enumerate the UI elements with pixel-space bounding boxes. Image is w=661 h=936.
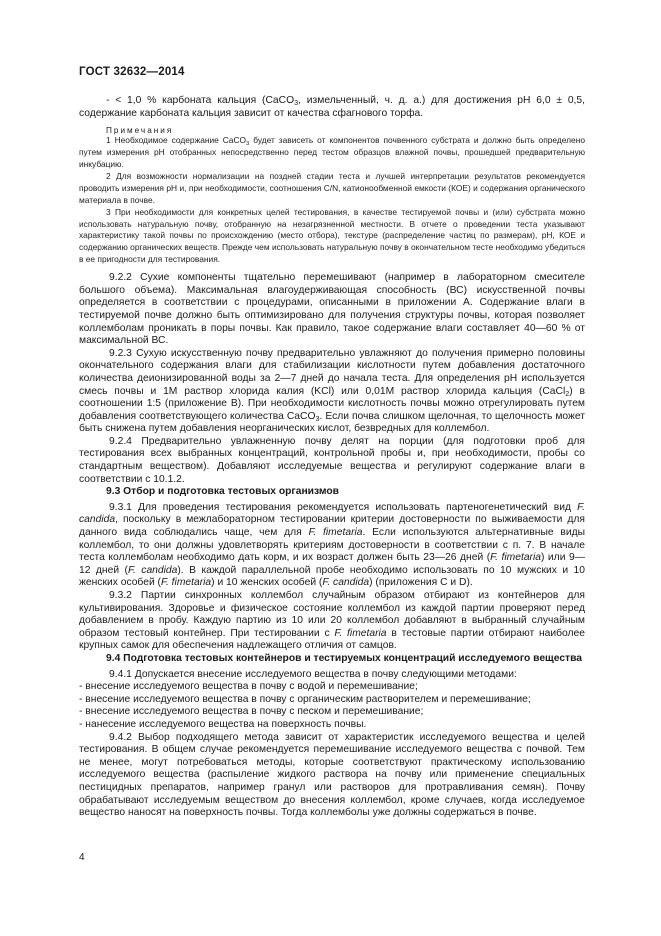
list-item: - внесение исследуемого вещества в почву с органическим растворителем и перемешивание;	[79, 693, 531, 705]
paragraph-9-2-3: 9.2.3 Сухую искусственную почву предварительно увлажняют до получения примерно половины окончательного содержания влаги для стабилизации кислотности путем добавления достаточного количества деионизированной воды за 2—7 дней до начала теста. Для определения pH используется смесь почвы и 1M раствор хлорида калия (KCl) или 0,01M раствор хлорида кальция (CaCl$_2$) в соотношении 1:5 (приложение В). При необходимости кислотность почвы можно отрегулировать путем добавления соответствующего количества CaCO$_3$. Если почва слишком щелочная, то щелочность может быть снижена путем добавления неорганических кислот, безвредных для коллембол.	[79, 347, 585, 435]
paragraph-9-2-4: 9.2.4 Предварительно увлажненную почву делят на порции (для подготовки проб для тестирования всех выбранных концентраций, контрольной пробы и, при необходимости, пробы со стандартным веществом). Добавляют исследуемые вещества и регулируют содержание влаги в соответствии с 10.1.2.	[79, 435, 585, 485]
paragraph-9-4-2: 9.4.2 Выбор подходящего метода зависит от характеристик исследуемого вещества и целей тестирования. В общем случае рекомендуется перемешивание исследуемого вещества с почвой. Тем не менее, могут потребоваться методы, которые соответствуют практическому использованию исследуемого вещества (распыление жидкого раствора на почву или применение специальных пестицидных препаратов, например гранул или растворов для протравливания семян). Почву обрабатывают исследуемым веществом до внесения коллембол, кроме случаев, когда исследуемое вещество наносят на поверхность почвы. Тогда коллемболы уже должны содержаться в почве.	[79, 731, 585, 819]
list-item: - внесение исследуемого вещества в почву с водой и перемешивание;	[79, 681, 418, 693]
note-3: 3 При необходимости для конкретных целей тестирования, в качестве тестируемой почвы и (или) субстрата можно использовать натуральную почву, отобранную на незагрязненной местности. В отчете о проведении теста указывают характеристику такой почвы по происхождению (место отбора), текстуре (распределение частиц по размерам), pH, КОЕ и содержанию органических веществ. Прежде чем использовать натуральную почву в окончательном тесте необходимо убедиться в ее пригодности для тестирования.	[79, 206, 585, 265]
paragraph-9-3-1: 9.3.1 Для проведения тестирования рекомендуется использовать партеногенетический вид F. candida, поскольку в межлабораторном тестировании критерии достоверности по выживаемости для данного вида соблюдались чаще, чем для F. fimetaria. Если используются альтернативные виды коллембол, то они должны удовлетворять критериям достоверности в соответствии с п. 7. В начале теста коллемболам необходимо дать корм, и их возраст должен быть 23—26 дней (F. fimetaria) или 9—12 дней (F. candida). В каждой параллельной пробе необходимо использовать по 10 мужских и 10 женских особей (F. fimetaria) и 10 женских особей (F. candida) (приложения С и D).	[79, 501, 585, 589]
note-1: 1 Необходимое содержание CaCO$_3$ будет зависеть от компонентов почвенного субстрата и должно быть определено путем измерения pH отобранных непосредственно перед тестом образцов влажной почвы, прошедшей предварительную инкубацию.	[79, 135, 585, 169]
calcium-carbonate-paragraph: - < 1,0 % карбоната кальция (CaCO$_3$, измельченный, ч. д. а.) для достижения pH 6,0 ± 0,5, содержание карбоната кальция зависит от качества сфагнового торфа.	[79, 95, 585, 119]
section-heading-9-4: 9.4 Подготовка тестовых контейнеров и тестируемых концентраций исследуемого вещества	[106, 652, 583, 664]
paragraph-9-2-2: 9.2.2 Сухие компоненты тщательно перемешивают (например в лабораторном смесителе большого объема). Максимальная влагоудерживающая способность (ВС) искусственной почвы определяется в соответствии с процедурами, описанными в приложении А. Содержание влаги в тестируемой почве должно быть оптимизировано для получения структуры почвы, которая позволяет коллемболам проникать в поры почвы. Как правило, такое содержание влаги составляет 40—60 % от максимальной ВС.	[79, 272, 585, 347]
paragraph-9-3-2: 9.3.2 Партии синхронных коллембол случайным образом отбирают из контейнеров для культивирования. Здоровье и физическое состояние коллембол из каждой партии проверяют перед добавлением в пробу. Каждую партию из 10 или 20 коллембол добавляют в выбранный случайным образом тестовый контейнер. При тестировании с F. fimetaria в тестовые партии отбирают наиболее крупных самок для обеспечения надлежащего отличия от самцов.	[79, 590, 585, 652]
section-heading-9-3: 9.3 Отбор и подготовка тестовых организмов	[106, 486, 339, 498]
note-2: 2 Для возможности нормализации на поздней стадии теста и лучшей интерпретации результатов рекомендуется проводить измерения pH и, при необходимости, соотношения C/N, катионообменной емкости (КОЕ) и содержания органического материала в почве.	[79, 170, 585, 205]
standard-header: ГОСТ 32632—2014	[79, 66, 185, 78]
notes-title: Примечания	[106, 126, 174, 136]
page-number: 4	[79, 852, 85, 863]
list-item: - нанесение исследуемого вещества на поверхность почвы.	[79, 718, 367, 730]
list-item: - внесение исследуемого вещества в почву с песком и перемешивание;	[79, 706, 424, 718]
document-body	[79, 95, 585, 820]
paragraph-9-4-1: 9.4.1 Допускается внесение исследуемого вещества в почву следующими методами:	[109, 668, 517, 680]
